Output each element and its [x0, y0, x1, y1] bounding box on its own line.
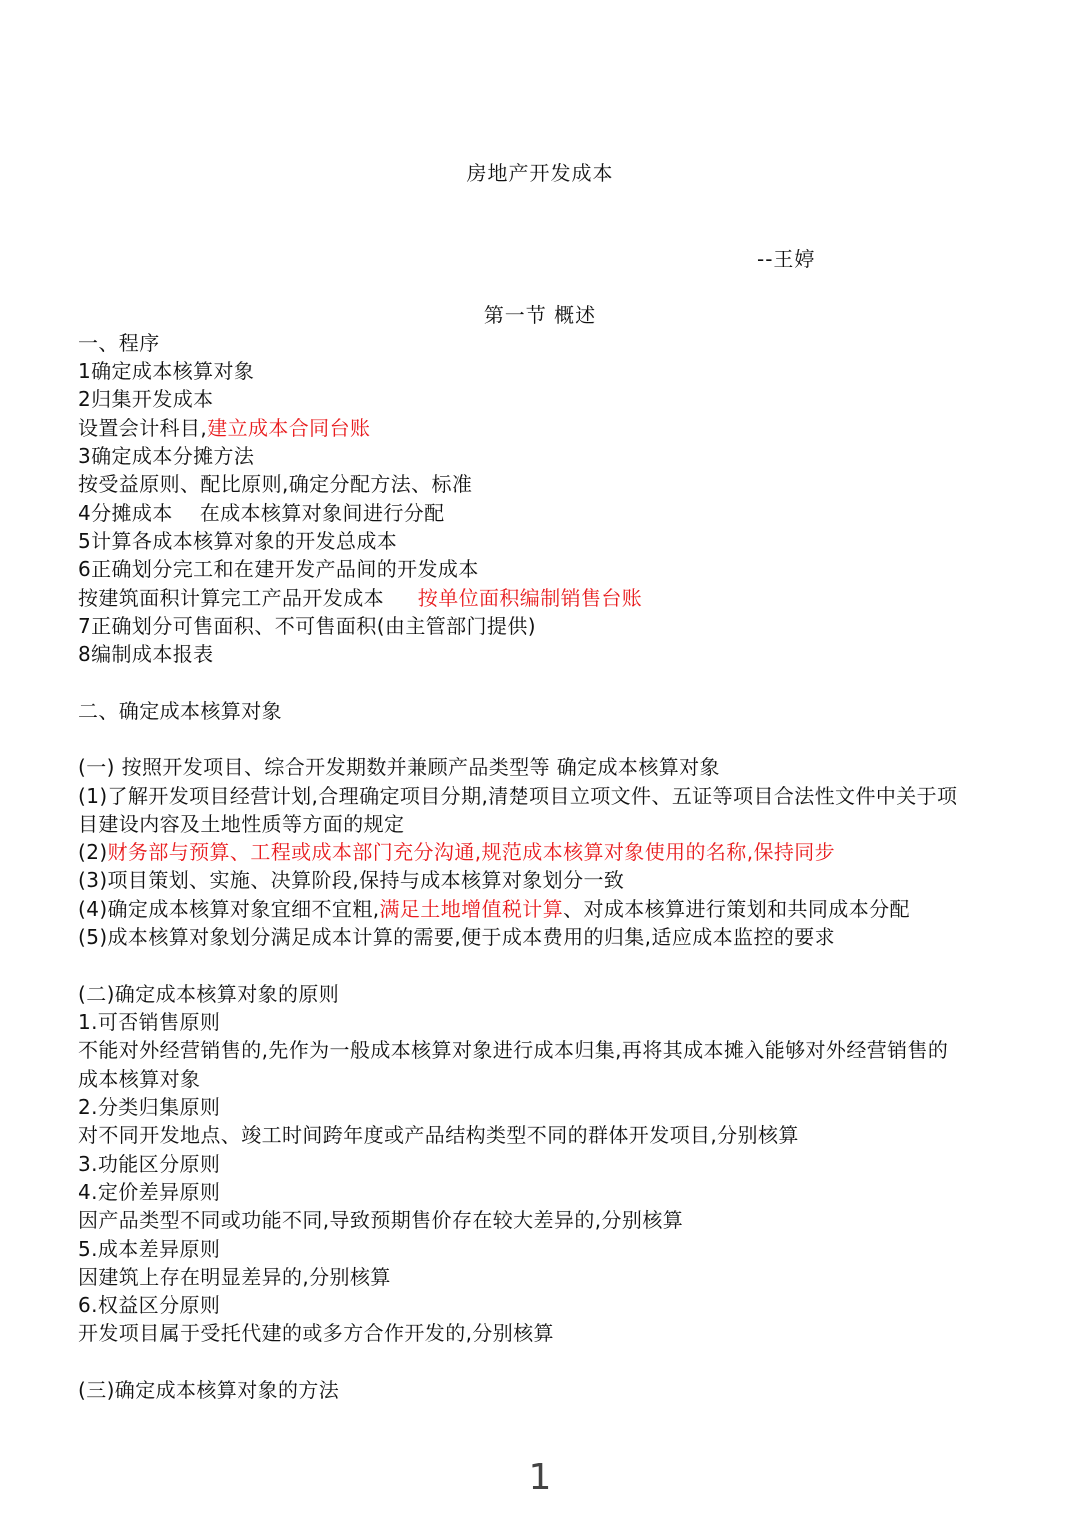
- principle-title: 4.定价差异原则: [78, 1180, 221, 1204]
- procedure-step: 4分摊成本 在成本核算对象间进行分配: [78, 501, 445, 525]
- section-title: 第一节 概述: [483, 303, 597, 327]
- highlight-text: 财务部与预算、工程或成本部门充分沟通,规范成本核算对象使用的名称,保持同步: [107, 840, 836, 864]
- part1-item: (3)项目策划、实施、决算阶段,保持与成本核算对象划分一致: [78, 868, 625, 892]
- document-author: --王婷: [757, 247, 816, 271]
- procedure-step: 1确定成本核算对象: [78, 359, 255, 383]
- principle-text: 开发项目属于受托代建的或多方合作开发的,分别核算: [78, 1321, 554, 1345]
- procedure-heading: 一、程序: [78, 331, 160, 355]
- principle-text: 因产品类型不同或功能不同,导致预期售价存在较大差异的,分别核算: [78, 1208, 684, 1232]
- part1-item: [78, 838, 1018, 866]
- principle-title: 1.可否销售原则: [78, 1010, 221, 1034]
- part1-item: [78, 895, 1018, 923]
- item-prefix: (2): [78, 840, 108, 864]
- item-text: 、对成本核算进行策划和共同成本分配: [563, 897, 910, 921]
- procedure-step: 7正确划分可售面积、不可售面积(由主管部门提供): [78, 614, 536, 638]
- part1-item: (1)了解开发项目经营计划,合理确定项目分期,清楚项目立项文件、五证等项目合法性文件中关于项: [78, 784, 958, 808]
- principle-text: 因建筑上存在明显差异的,分别核算: [78, 1265, 391, 1289]
- detail-text: 设置会计科目,: [78, 416, 208, 440]
- principle-text: 成本核算对象: [78, 1067, 201, 1091]
- procedure-step: 8编制成本报表: [78, 642, 214, 666]
- procedure-step: 5计算各成本核算对象的开发总成本: [78, 529, 398, 553]
- procedure-step: 6正确划分完工和在建开发产品间的开发成本: [78, 557, 479, 581]
- item-text: (4)确定成本核算对象宜细不宜粗,: [78, 897, 380, 921]
- procedure-detail: 按受益原则、配比原则,确定分配方法、标准: [78, 472, 473, 496]
- principle-title: 2.分类归集原则: [78, 1095, 221, 1119]
- procedure-step: 2归集开发成本: [78, 387, 214, 411]
- procedure-detail: [78, 584, 1018, 612]
- principle-title: 3.功能区分原则: [78, 1152, 221, 1176]
- detail-text: 按建筑面积计算完工产品开发成本: [78, 586, 418, 610]
- principle-title: 5.成本差异原则: [78, 1237, 221, 1261]
- page-number: 1: [528, 1457, 552, 1498]
- principle-text: 对不同开发地点、竣工时间跨年度或产品结构类型不同的群体开发项目,分别核算: [78, 1123, 799, 1147]
- document-title: 房地产开发成本: [466, 161, 614, 185]
- part2-heading: (二)确定成本核算对象的原则: [78, 982, 340, 1006]
- procedure-step: 3确定成本分摊方法: [78, 444, 255, 468]
- principle-title: 6.权益区分原则: [78, 1293, 221, 1317]
- highlight-text: 按单位面积编制销售台账: [417, 586, 643, 610]
- highlight-text: 满足土地增值税计算: [379, 897, 564, 921]
- objects-heading: 二、确定成本核算对象: [78, 699, 282, 723]
- part1-heading: (一) 按照开发项目、综合开发期数并兼顾产品类型等 确定成本核算对象: [78, 755, 720, 779]
- part3-heading: (三)确定成本核算对象的方法: [78, 1378, 340, 1402]
- part1-item: 目建设内容及土地性质等方面的规定: [78, 812, 405, 836]
- procedure-detail: [78, 414, 1018, 442]
- part1-item: (5)成本核算对象划分满足成本计算的需要,便于成本费用的归集,适应成本监控的要求: [78, 925, 836, 949]
- principle-text: 不能对外经营销售的,先作为一般成本核算对象进行成本归集,再将其成本摊入能够对外经营销售的: [78, 1038, 949, 1062]
- highlight-text: 建立成本合同台账: [207, 416, 371, 440]
